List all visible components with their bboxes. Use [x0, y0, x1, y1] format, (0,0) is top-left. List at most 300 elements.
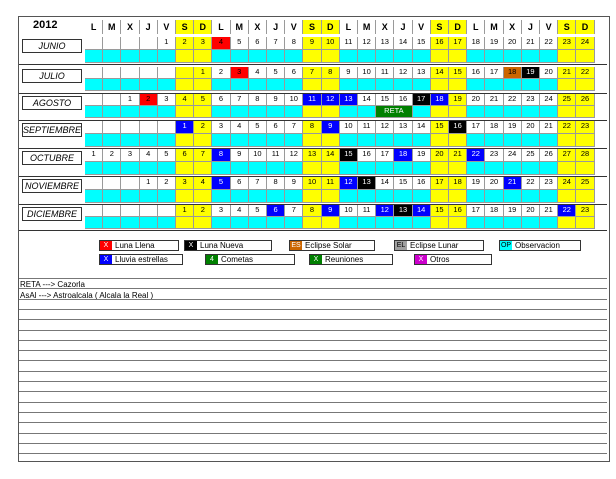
- day-cell[interactable]: 26: [576, 94, 594, 106]
- observation-cell[interactable]: [267, 79, 285, 91]
- observation-cell[interactable]: [540, 162, 558, 175]
- day-cell[interactable]: 13: [394, 205, 412, 217]
- day-cell[interactable]: 11: [303, 94, 321, 106]
- observation-cell[interactable]: [303, 50, 321, 63]
- observation-cell[interactable]: [322, 79, 340, 91]
- observation-cell[interactable]: [231, 50, 249, 63]
- observation-cell[interactable]: [394, 162, 412, 175]
- observation-cell[interactable]: [103, 106, 121, 118]
- day-cell[interactable]: 8: [285, 37, 303, 50]
- observation-cell[interactable]: [449, 134, 467, 147]
- observation-cell[interactable]: [212, 50, 230, 63]
- day-cell[interactable]: 10: [340, 121, 358, 134]
- empty-cell[interactable]: [85, 94, 103, 106]
- day-cell[interactable]: 22: [558, 205, 576, 217]
- day-cell[interactable]: 12: [394, 67, 412, 79]
- day-cell[interactable]: 1: [176, 205, 194, 217]
- observation-cell[interactable]: [485, 162, 503, 175]
- day-cell[interactable]: 16: [431, 37, 449, 50]
- day-cell[interactable]: 21: [540, 121, 558, 134]
- day-cell[interactable]: 4: [231, 205, 249, 217]
- day-cell[interactable]: 4: [140, 149, 158, 162]
- observation-cell[interactable]: [558, 50, 576, 63]
- day-cell[interactable]: 20: [431, 149, 449, 162]
- observation-cell[interactable]: [340, 79, 358, 91]
- observation-cell[interactable]: [267, 190, 285, 203]
- day-cell[interactable]: 9: [303, 37, 321, 50]
- day-cell[interactable]: 15: [449, 67, 467, 79]
- day-cell[interactable]: 20: [485, 177, 503, 190]
- observation-cell[interactable]: [504, 106, 522, 118]
- day-cell[interactable]: 22: [522, 177, 540, 190]
- day-cell[interactable]: 4: [176, 94, 194, 106]
- observation-cell[interactable]: [413, 190, 431, 203]
- observation-cell[interactable]: [467, 217, 485, 229]
- day-cell[interactable]: 14: [376, 177, 394, 190]
- observation-cell[interactable]: [176, 50, 194, 63]
- observation-cell[interactable]: [376, 162, 394, 175]
- observation-cell[interactable]: [467, 79, 485, 91]
- observation-cell[interactable]: [413, 217, 431, 229]
- observation-cell[interactable]: [340, 134, 358, 147]
- day-cell[interactable]: 3: [212, 121, 230, 134]
- observation-cell[interactable]: [303, 79, 321, 91]
- observation-cell[interactable]: [376, 50, 394, 63]
- day-cell[interactable]: 4: [212, 37, 230, 50]
- day-cell[interactable]: 5: [267, 67, 285, 79]
- observation-cell[interactable]: [176, 217, 194, 229]
- day-cell[interactable]: 20: [504, 37, 522, 50]
- day-cell[interactable]: 14: [413, 205, 431, 217]
- day-cell[interactable]: 17: [467, 205, 485, 217]
- observation-cell[interactable]: [322, 190, 340, 203]
- day-cell[interactable]: 7: [303, 67, 321, 79]
- observation-cell[interactable]: [303, 162, 321, 175]
- observation-cell[interactable]: [194, 50, 212, 63]
- observation-cell[interactable]: [394, 190, 412, 203]
- observation-cell[interactable]: [249, 50, 267, 63]
- observation-cell[interactable]: [285, 162, 303, 175]
- day-cell[interactable]: 12: [376, 205, 394, 217]
- observation-cell[interactable]: [558, 134, 576, 147]
- empty-cell[interactable]: [158, 67, 176, 79]
- observation-cell[interactable]: [522, 50, 540, 63]
- day-cell[interactable]: 11: [267, 149, 285, 162]
- observation-cell[interactable]: [194, 134, 212, 147]
- observation-cell[interactable]: [85, 50, 103, 63]
- observation-cell[interactable]: [358, 50, 376, 63]
- day-cell[interactable]: 3: [176, 177, 194, 190]
- day-cell[interactable]: 24: [558, 177, 576, 190]
- day-cell[interactable]: 18: [431, 94, 449, 106]
- observation-cell[interactable]: [376, 190, 394, 203]
- observation-cell[interactable]: [413, 50, 431, 63]
- observation-cell[interactable]: [140, 134, 158, 147]
- day-cell[interactable]: 10: [322, 37, 340, 50]
- day-cell[interactable]: 24: [576, 37, 594, 50]
- day-cell[interactable]: 10: [340, 205, 358, 217]
- day-cell[interactable]: 11: [340, 37, 358, 50]
- observation-cell[interactable]: [340, 162, 358, 175]
- day-cell[interactable]: 6: [231, 177, 249, 190]
- day-cell[interactable]: 1: [85, 149, 103, 162]
- day-cell[interactable]: 15: [376, 94, 394, 106]
- day-cell[interactable]: 14: [322, 149, 340, 162]
- empty-cell[interactable]: [103, 94, 121, 106]
- day-cell[interactable]: 22: [540, 37, 558, 50]
- observation-cell[interactable]: [140, 190, 158, 203]
- day-cell[interactable]: 1: [121, 94, 139, 106]
- day-cell[interactable]: 9: [231, 149, 249, 162]
- observation-cell[interactable]: [267, 50, 285, 63]
- observation-cell[interactable]: [194, 106, 212, 118]
- day-cell[interactable]: 5: [212, 177, 230, 190]
- day-cell[interactable]: 6: [249, 37, 267, 50]
- day-cell[interactable]: 7: [285, 121, 303, 134]
- day-cell[interactable]: 21: [449, 149, 467, 162]
- day-cell[interactable]: 21: [540, 205, 558, 217]
- day-cell[interactable]: 5: [158, 149, 176, 162]
- day-cell[interactable]: 21: [558, 67, 576, 79]
- day-cell[interactable]: 10: [285, 94, 303, 106]
- observation-cell[interactable]: [540, 106, 558, 118]
- observation-cell[interactable]: [431, 134, 449, 147]
- observation-cell[interactable]: [558, 79, 576, 91]
- day-cell[interactable]: 8: [322, 67, 340, 79]
- observation-cell[interactable]: [158, 50, 176, 63]
- day-cell[interactable]: 11: [358, 205, 376, 217]
- observation-cell[interactable]: [103, 217, 121, 229]
- observation-cell[interactable]: [103, 50, 121, 63]
- observation-cell[interactable]: [340, 50, 358, 63]
- day-cell[interactable]: 2: [158, 177, 176, 190]
- day-cell[interactable]: 9: [322, 121, 340, 134]
- observation-cell[interactable]: [103, 134, 121, 147]
- observation-cell[interactable]: [467, 106, 485, 118]
- day-cell[interactable]: 13: [413, 67, 431, 79]
- observation-cell[interactable]: [158, 190, 176, 203]
- day-cell[interactable]: 2: [212, 67, 230, 79]
- observation-cell[interactable]: [485, 134, 503, 147]
- observation-cell[interactable]: [121, 162, 139, 175]
- day-cell[interactable]: 12: [376, 121, 394, 134]
- day-cell[interactable]: 10: [249, 149, 267, 162]
- day-cell[interactable]: 1: [176, 121, 194, 134]
- observation-cell[interactable]: [394, 79, 412, 91]
- observation-cell[interactable]: [376, 79, 394, 91]
- empty-cell[interactable]: [121, 177, 139, 190]
- day-cell[interactable]: 14: [431, 67, 449, 79]
- observation-cell[interactable]: [431, 106, 449, 118]
- observation-cell[interactable]: [340, 106, 358, 118]
- observation-cell[interactable]: [158, 134, 176, 147]
- observation-cell[interactable]: [285, 134, 303, 147]
- observation-cell[interactable]: [449, 217, 467, 229]
- day-cell[interactable]: 3: [231, 67, 249, 79]
- observation-cell[interactable]: [231, 134, 249, 147]
- observation-cell[interactable]: [212, 217, 230, 229]
- day-cell[interactable]: 20: [467, 94, 485, 106]
- observation-cell[interactable]: [558, 106, 576, 118]
- day-cell[interactable]: 5: [249, 205, 267, 217]
- day-cell[interactable]: 23: [576, 121, 594, 134]
- day-cell[interactable]: 12: [358, 37, 376, 50]
- day-cell[interactable]: 23: [540, 177, 558, 190]
- observation-cell[interactable]: [85, 106, 103, 118]
- empty-cell[interactable]: [140, 205, 158, 217]
- day-cell[interactable]: 6: [212, 94, 230, 106]
- observation-cell[interactable]: [340, 190, 358, 203]
- observation-cell[interactable]: [85, 162, 103, 175]
- observation-cell[interactable]: [504, 134, 522, 147]
- day-cell[interactable]: 9: [322, 205, 340, 217]
- day-cell[interactable]: 14: [358, 94, 376, 106]
- empty-cell[interactable]: [103, 67, 121, 79]
- observation-cell[interactable]: [176, 106, 194, 118]
- observation-cell[interactable]: [504, 217, 522, 229]
- observation-cell[interactable]: [540, 217, 558, 229]
- day-cell[interactable]: 3: [121, 149, 139, 162]
- day-cell[interactable]: 19: [485, 37, 503, 50]
- observation-cell[interactable]: [285, 50, 303, 63]
- observation-cell[interactable]: [576, 79, 594, 91]
- day-cell[interactable]: 27: [558, 149, 576, 162]
- observation-cell[interactable]: [558, 162, 576, 175]
- day-cell[interactable]: 25: [576, 177, 594, 190]
- observation-cell[interactable]: [231, 162, 249, 175]
- observation-cell[interactable]: [504, 50, 522, 63]
- empty-cell[interactable]: [85, 177, 103, 190]
- day-cell[interactable]: 15: [431, 121, 449, 134]
- observation-cell[interactable]: [249, 106, 267, 118]
- day-cell[interactable]: 16: [358, 149, 376, 162]
- observation-cell[interactable]: [267, 217, 285, 229]
- day-cell[interactable]: 22: [467, 149, 485, 162]
- day-cell[interactable]: 4: [194, 177, 212, 190]
- day-cell[interactable]: 15: [340, 149, 358, 162]
- observation-cell[interactable]: [158, 217, 176, 229]
- empty-cell[interactable]: [121, 37, 139, 50]
- day-cell[interactable]: 21: [485, 94, 503, 106]
- observation-cell[interactable]: [212, 162, 230, 175]
- observation-cell[interactable]: [540, 79, 558, 91]
- day-cell[interactable]: 18: [467, 37, 485, 50]
- observation-cell[interactable]: [340, 217, 358, 229]
- day-cell[interactable]: 13: [340, 94, 358, 106]
- observation-cell[interactable]: [522, 106, 540, 118]
- observation-cell[interactable]: [358, 79, 376, 91]
- observation-cell[interactable]: [285, 217, 303, 229]
- day-cell[interactable]: 10: [358, 67, 376, 79]
- observation-cell[interactable]: [449, 190, 467, 203]
- observation-cell[interactable]: [576, 106, 594, 118]
- day-cell[interactable]: 3: [194, 37, 212, 50]
- observation-cell[interactable]: [285, 106, 303, 118]
- observation-cell[interactable]: [431, 50, 449, 63]
- day-cell[interactable]: 19: [522, 67, 540, 79]
- observation-cell[interactable]: [449, 79, 467, 91]
- day-cell[interactable]: 2: [140, 94, 158, 106]
- observation-cell[interactable]: [376, 134, 394, 147]
- observation-cell[interactable]: [158, 79, 176, 91]
- day-cell[interactable]: 17: [485, 67, 503, 79]
- day-cell[interactable]: 7: [285, 205, 303, 217]
- day-cell[interactable]: 20: [540, 67, 558, 79]
- observation-cell[interactable]: [176, 190, 194, 203]
- day-cell[interactable]: 3: [212, 205, 230, 217]
- observation-cell[interactable]: [394, 50, 412, 63]
- day-cell[interactable]: 4: [231, 121, 249, 134]
- day-cell[interactable]: 6: [267, 121, 285, 134]
- observation-cell[interactable]: [85, 134, 103, 147]
- day-cell[interactable]: 15: [413, 37, 431, 50]
- day-cell[interactable]: 1: [140, 177, 158, 190]
- observation-cell[interactable]: [140, 106, 158, 118]
- observation-cell[interactable]: [413, 134, 431, 147]
- observation-cell[interactable]: [540, 190, 558, 203]
- observation-cell[interactable]: [322, 50, 340, 63]
- day-cell[interactable]: 18: [394, 149, 412, 162]
- observation-cell[interactable]: [576, 50, 594, 63]
- observation-cell[interactable]: [467, 50, 485, 63]
- observation-cell[interactable]: [467, 134, 485, 147]
- day-cell[interactable]: 18: [485, 121, 503, 134]
- day-cell[interactable]: 23: [485, 149, 503, 162]
- day-cell[interactable]: 18: [449, 177, 467, 190]
- day-cell[interactable]: 20: [522, 205, 540, 217]
- observation-cell[interactable]: [140, 162, 158, 175]
- day-cell[interactable]: 21: [504, 177, 522, 190]
- observation-cell[interactable]: [322, 162, 340, 175]
- observation-cell[interactable]: [576, 217, 594, 229]
- observation-cell[interactable]: [504, 79, 522, 91]
- observation-cell[interactable]: [303, 217, 321, 229]
- day-cell[interactable]: 7: [267, 37, 285, 50]
- day-cell[interactable]: 18: [504, 67, 522, 79]
- day-cell[interactable]: 6: [267, 205, 285, 217]
- day-cell[interactable]: 2: [194, 121, 212, 134]
- empty-cell[interactable]: [140, 121, 158, 134]
- observation-cell[interactable]: [558, 217, 576, 229]
- day-cell[interactable]: 16: [394, 94, 412, 106]
- observation-cell[interactable]: [212, 134, 230, 147]
- empty-cell[interactable]: [85, 37, 103, 50]
- observation-cell[interactable]: [249, 190, 267, 203]
- day-cell[interactable]: 15: [431, 205, 449, 217]
- observation-cell[interactable]: [121, 134, 139, 147]
- day-cell[interactable]: 17: [449, 37, 467, 50]
- day-cell[interactable]: 17: [376, 149, 394, 162]
- observation-cell[interactable]: [413, 79, 431, 91]
- observation-cell[interactable]: [358, 162, 376, 175]
- observation-cell[interactable]: [267, 106, 285, 118]
- day-cell[interactable]: 20: [522, 121, 540, 134]
- day-cell[interactable]: 23: [522, 94, 540, 106]
- observation-cell[interactable]: [267, 162, 285, 175]
- observation-cell[interactable]: [485, 106, 503, 118]
- observation-cell[interactable]: [485, 50, 503, 63]
- day-cell[interactable]: 6: [176, 149, 194, 162]
- observation-cell[interactable]: [121, 190, 139, 203]
- day-cell[interactable]: 25: [558, 94, 576, 106]
- observation-cell[interactable]: [85, 79, 103, 91]
- observation-cell[interactable]: [85, 190, 103, 203]
- day-cell[interactable]: 8: [249, 94, 267, 106]
- observation-cell[interactable]: [358, 134, 376, 147]
- day-cell[interactable]: 5: [231, 37, 249, 50]
- empty-cell[interactable]: [121, 67, 139, 79]
- observation-cell[interactable]: [449, 106, 467, 118]
- observation-cell[interactable]: [485, 217, 503, 229]
- observation-cell[interactable]: [140, 217, 158, 229]
- empty-cell[interactable]: [140, 37, 158, 50]
- day-cell[interactable]: 24: [540, 94, 558, 106]
- day-cell[interactable]: 8: [267, 177, 285, 190]
- day-cell[interactable]: 16: [413, 177, 431, 190]
- day-cell[interactable]: 12: [285, 149, 303, 162]
- observation-cell[interactable]: [431, 162, 449, 175]
- observation-cell[interactable]: [194, 217, 212, 229]
- observation-cell[interactable]: [522, 134, 540, 147]
- day-cell[interactable]: 8: [303, 121, 321, 134]
- day-cell[interactable]: 6: [285, 67, 303, 79]
- day-cell[interactable]: 15: [394, 177, 412, 190]
- observation-cell[interactable]: [394, 134, 412, 147]
- day-cell[interactable]: 22: [576, 67, 594, 79]
- day-cell[interactable]: 23: [576, 205, 594, 217]
- day-cell[interactable]: 17: [431, 177, 449, 190]
- observation-cell[interactable]: [540, 134, 558, 147]
- observation-cell[interactable]: [121, 79, 139, 91]
- observation-cell[interactable]: [249, 217, 267, 229]
- observation-cell[interactable]: [467, 162, 485, 175]
- observation-cell[interactable]: [249, 162, 267, 175]
- empty-cell[interactable]: [103, 205, 121, 217]
- day-cell[interactable]: 13: [358, 177, 376, 190]
- observation-cell[interactable]: [413, 162, 431, 175]
- observation-cell[interactable]: [231, 190, 249, 203]
- empty-cell[interactable]: [85, 205, 103, 217]
- observation-cell[interactable]: [267, 134, 285, 147]
- day-cell[interactable]: 9: [340, 67, 358, 79]
- day-cell[interactable]: 17: [413, 94, 431, 106]
- day-cell[interactable]: 5: [249, 121, 267, 134]
- observation-cell[interactable]: [558, 190, 576, 203]
- observation-cell[interactable]: [231, 106, 249, 118]
- day-cell[interactable]: 2: [176, 37, 194, 50]
- observation-cell[interactable]: [158, 162, 176, 175]
- observation-cell[interactable]: [576, 190, 594, 203]
- observation-cell[interactable]: [103, 190, 121, 203]
- day-cell[interactable]: 26: [540, 149, 558, 162]
- day-cell[interactable]: 16: [467, 67, 485, 79]
- observation-cell[interactable]: [212, 106, 230, 118]
- day-cell[interactable]: 7: [194, 149, 212, 162]
- day-cell[interactable]: 9: [285, 177, 303, 190]
- observation-cell[interactable]: [504, 190, 522, 203]
- day-cell[interactable]: 19: [413, 149, 431, 162]
- observation-cell[interactable]: [540, 50, 558, 63]
- day-cell[interactable]: 5: [194, 94, 212, 106]
- day-cell[interactable]: 16: [449, 205, 467, 217]
- observation-cell[interactable]: [231, 217, 249, 229]
- observation-cell[interactable]: [158, 106, 176, 118]
- observation-cell[interactable]: [212, 190, 230, 203]
- observation-cell[interactable]: [85, 217, 103, 229]
- day-cell[interactable]: 22: [504, 94, 522, 106]
- day-cell[interactable]: 16: [449, 121, 467, 134]
- observation-cell[interactable]: [358, 217, 376, 229]
